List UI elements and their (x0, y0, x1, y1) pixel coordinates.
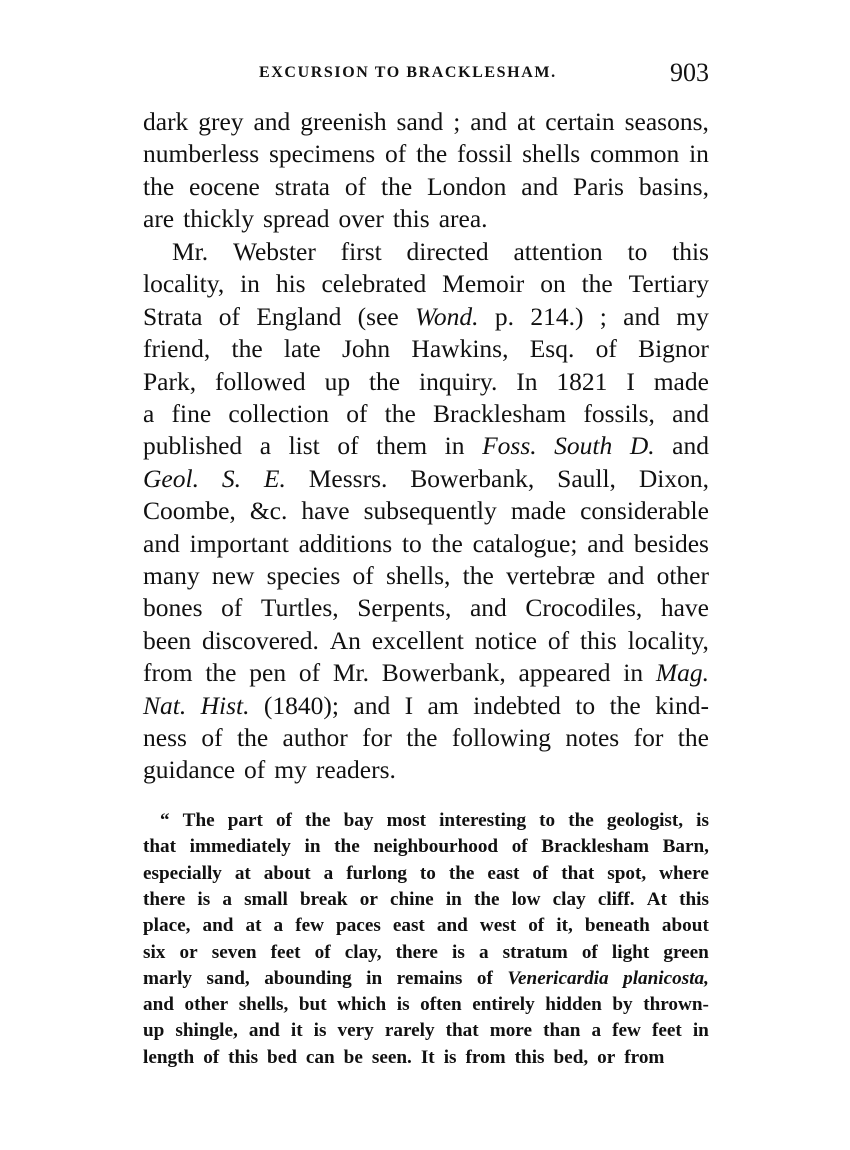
text-line: guidance of my readers. (143, 755, 396, 785)
text-line: friend, the late John Hawkins, Esq. of Bignor (143, 334, 709, 364)
text-line: many new species of shells, the vertebræ and other (143, 561, 709, 590)
text-line: and important additions to the catalogue; and besides (143, 528, 709, 558)
quote-line: that immediately in the neighbourhood of Bracklesham Barn, (143, 836, 709, 858)
quote-line: place, and at a few paces east and west of it, beneath about (143, 915, 709, 937)
text-line: dark grey and greenish sand ; and at certain seasons, (143, 107, 709, 136)
text-line: Strata of England (see Wond. p. 214.) ; and my (143, 301, 709, 331)
page-header (143, 58, 709, 92)
quote-line: there is a small break or chine in the low clay cliff. At this (143, 888, 709, 910)
text-line: published a list of them in Foss. South D. and (143, 431, 709, 461)
text-line: Coombe, &c. have subsequently made considerable (143, 496, 709, 526)
text-line: from the pen of Mr. Bowerbank, appeared in Mag. (143, 658, 709, 688)
page-number: 903 (670, 58, 709, 87)
running-title: EXCURSION TO BRACKLESHAM. (259, 64, 557, 81)
text-line: Nat. Hist. (1840); and I am indebted to the kind- (143, 690, 709, 720)
text-line: bones of Turtles, Serpents, and Crocodiles, have (143, 593, 709, 623)
quote-line: length of this bed can be seen. It is from this bed, or from (143, 1046, 665, 1068)
quote-line: up shingle, and it is very rarely that more than a few feet in (143, 1020, 709, 1042)
text-line: Mr. Webster first directed attention to this (172, 237, 709, 266)
text-line: locality, in his celebrated Memoir on the Tertiary (143, 269, 709, 299)
quote-line: and other shells, but which is often entirely hidden by thrown- (143, 994, 709, 1016)
text-line: ness of the author for the following notes for the (143, 723, 709, 752)
quote-line: six or seven feet of clay, there is a stratum of light green (143, 941, 709, 963)
text-line: a fine collection of the Bracklesham fossils, and (143, 399, 709, 428)
text-line: numberless specimens of the fossil shells common in (143, 139, 709, 169)
text-line: are thickly spread over this area. (143, 204, 488, 234)
quote-line: marly sand, abounding in remains of Venericardia planicosta, (143, 967, 709, 989)
text-line: Park, followed up the inquiry. In 1821 I made (143, 366, 709, 396)
text-line: been discovered. An excellent notice of this locality, (143, 625, 709, 655)
quote-line: “ The part of the bay most interesting to the geologist, is (160, 810, 709, 831)
text-line: Geol. S. E. Messrs. Bowerbank, Saull, Dixon, (143, 463, 709, 493)
text-line: the eocene strata of the London and Paris basins, (143, 171, 709, 201)
quote-line: especially at about a furlong to the east of that spot, where (143, 862, 709, 884)
